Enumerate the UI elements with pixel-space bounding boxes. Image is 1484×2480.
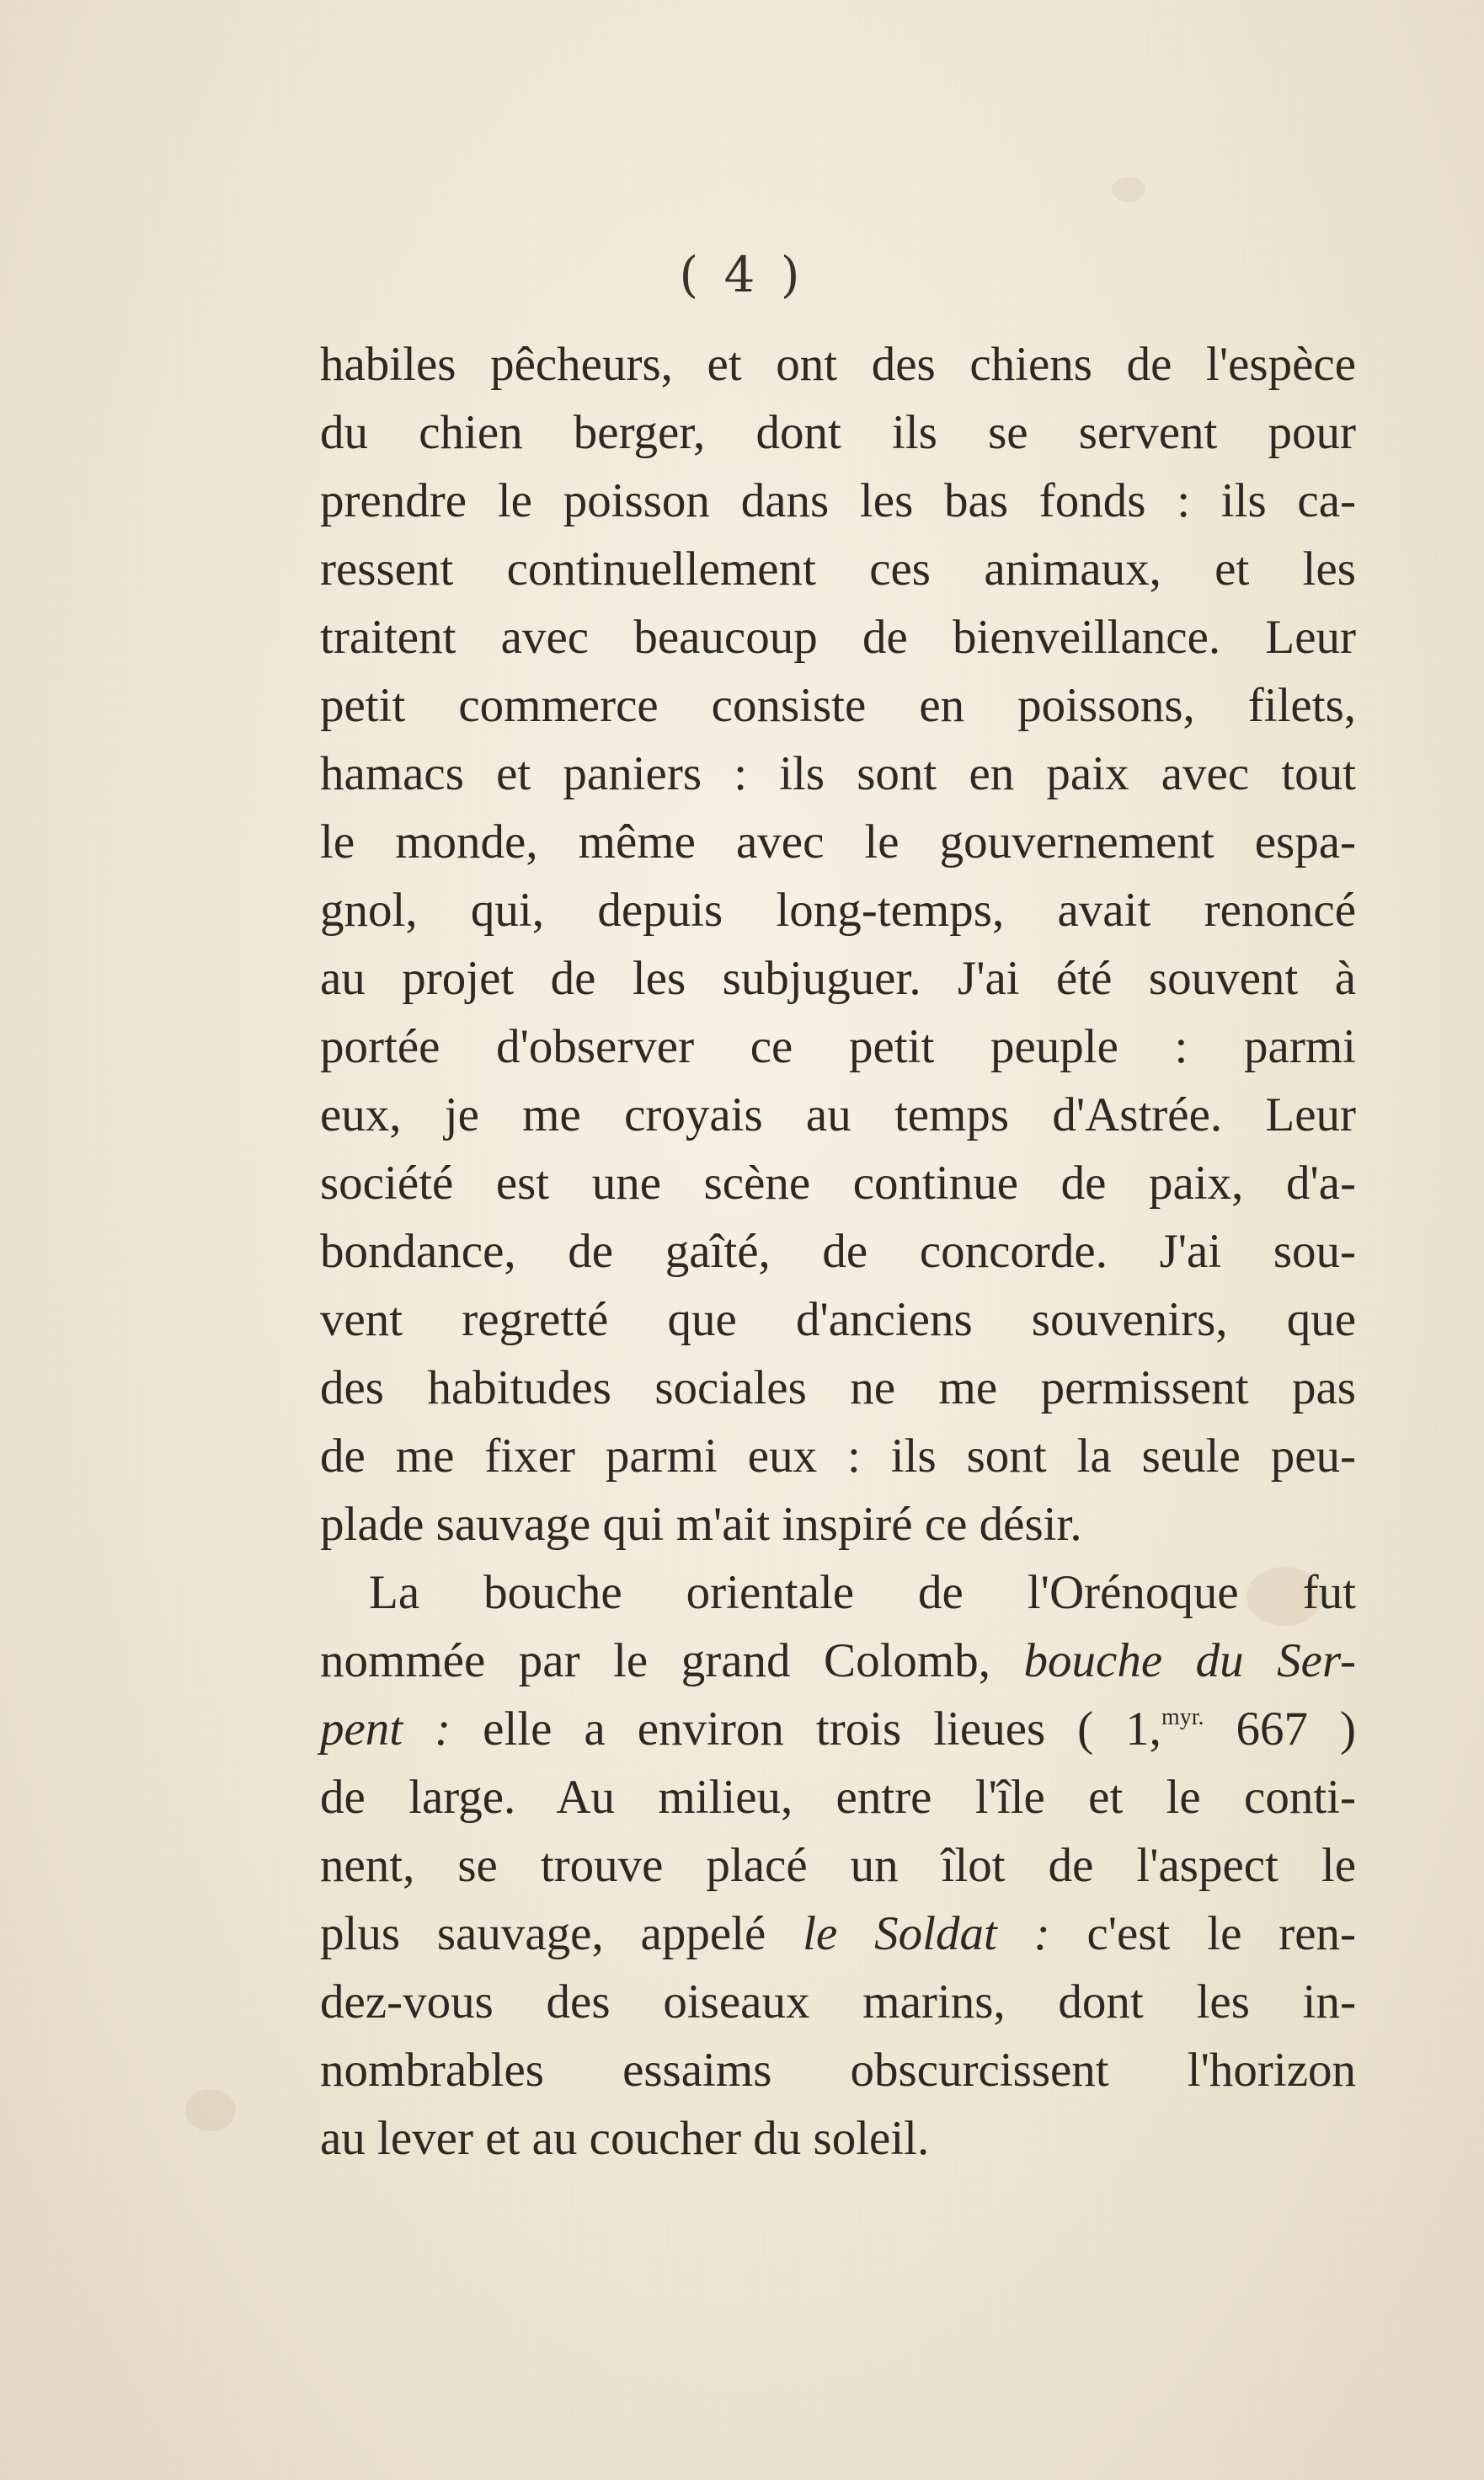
text-line: de large. Au milieu, entre l'île et le conti- bbox=[320, 1771, 1356, 1824]
text-run: elle a environ trois lieues ( 1, bbox=[451, 1702, 1161, 1756]
text-line: au projet de les subjuguer. J'ai été souvent à bbox=[320, 952, 1356, 1005]
text-line bbox=[320, 1627, 1356, 1695]
text-line: dez-vous des oiseaux marins, dont les in- bbox=[320, 1975, 1356, 2028]
italic-text: bouche du Ser- bbox=[1023, 1634, 1356, 1687]
paragraph-end-line: plade sauvage qui m'ait inspiré ce désir. bbox=[320, 1498, 1082, 1551]
paper-stain bbox=[1112, 177, 1145, 202]
text-run: nommée par le grand Colomb, bbox=[320, 1634, 1024, 1687]
text-line: petit commerce consiste en poissons, filets, bbox=[320, 679, 1356, 732]
paragraph-end-line: au lever et au coucher du soleil. bbox=[320, 2112, 930, 2165]
text-line: ressent continuellement ces animaux, et les bbox=[320, 542, 1356, 596]
body-text bbox=[320, 330, 1356, 2173]
text-run: c'est le ren- bbox=[1049, 1907, 1356, 1960]
unit-superscript: myr. bbox=[1161, 1704, 1204, 1730]
text-run: plus sauvage, appelé bbox=[320, 1907, 803, 1960]
text-line: nombrables essaims obscurcissent l'horizon bbox=[320, 2044, 1356, 2097]
paragraph-start-line: La bouche orientale de l'Orénoque fut bbox=[369, 1566, 1356, 1619]
text-line: prendre le poisson dans les bas fonds : ils ca- bbox=[320, 474, 1356, 527]
text-line: gnol, qui, depuis long-temps, avait renoncé bbox=[320, 884, 1356, 937]
text-line bbox=[320, 1695, 1356, 1763]
text-line bbox=[320, 1900, 1356, 1968]
text-line: des habitudes sociales ne me permissent pas bbox=[320, 1361, 1356, 1414]
italic-text: pent : bbox=[320, 1702, 451, 1756]
text-line: traitent avec beaucoup de bienveillance. Leur bbox=[320, 611, 1356, 664]
text-line: le monde, même avec le gouvernement espa- bbox=[320, 815, 1356, 869]
text-run: 667 ) bbox=[1204, 1702, 1357, 1756]
text-line: habiles pêcheurs, et ont des chiens de l'espèce bbox=[320, 338, 1356, 391]
text-line: nent, se trouve placé un îlot de l'aspect le bbox=[320, 1839, 1356, 1892]
text-line: vent regretté que d'anciens souvenirs, que bbox=[320, 1293, 1356, 1346]
text-line: portée d'observer ce petit peuple : parmi bbox=[320, 1020, 1356, 1073]
page-number: ( 4 ) bbox=[679, 246, 805, 303]
text-line: hamacs et paniers : ils sont en paix avec tout bbox=[320, 747, 1356, 800]
paper-stain bbox=[185, 2089, 236, 2131]
text-line: eux, je me croyais au temps d'Astrée. Leur bbox=[320, 1088, 1356, 1141]
text-line: de me fixer parmi eux : ils sont la seule peu- bbox=[320, 1430, 1356, 1483]
text-line: société est une scène continue de paix, d'a- bbox=[320, 1157, 1356, 1210]
text-line: du chien berger, dont ils se servent pour bbox=[320, 406, 1356, 459]
italic-text: le Soldat : bbox=[803, 1907, 1050, 1960]
text-line: bondance, de gaîté, de concorde. J'ai sou- bbox=[320, 1225, 1356, 1278]
